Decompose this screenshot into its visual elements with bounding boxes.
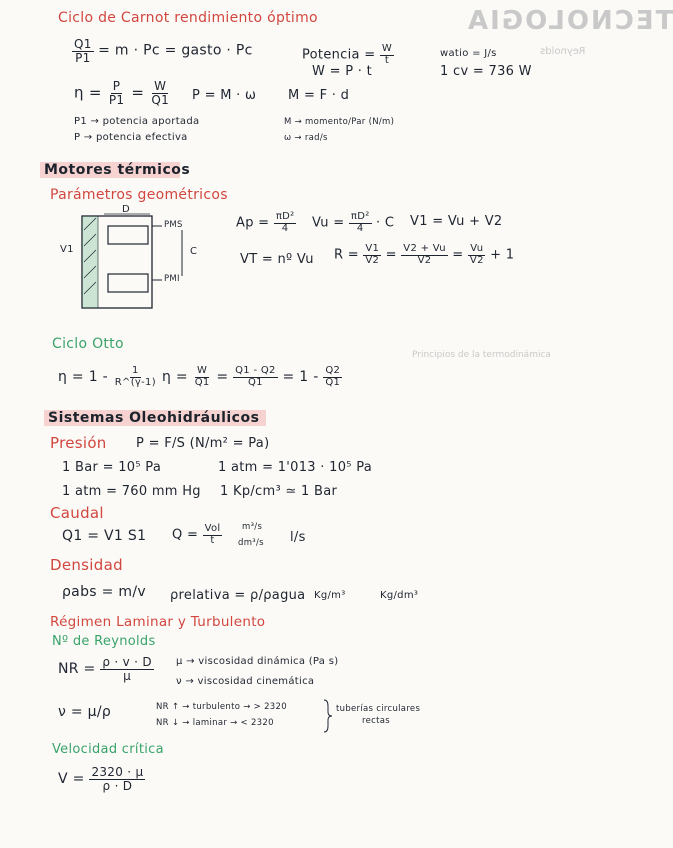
watio-def: watio = J/s — [440, 48, 497, 59]
caudal-unit-ls: l/s — [290, 530, 306, 545]
watermark-text: TECNOLOGIA — [466, 6, 673, 36]
tuberias-label: tuberías circulares — [336, 704, 421, 714]
carnot-title: Ciclo de Carnot rendimiento óptimo — [58, 10, 318, 26]
caudal-unit-m3s: m³/s — [242, 522, 263, 532]
density-unit-kgdm3: Kg/dm³ — [380, 590, 419, 601]
density-rel-eq: ρrelativa = ρ/ρagua — [170, 588, 306, 603]
p-definition: P → potencia efectiva — [74, 132, 188, 143]
density-abs-eq: ρabs = m/v — [62, 584, 146, 600]
caudal-unit-dm3s: dm³/s — [238, 538, 264, 548]
turbulent-condition: NR ↑ → turbulento → > 2320 — [156, 702, 287, 712]
atm-hg-eq: 1 atm = 760 mm Hg — [62, 484, 201, 499]
potencia-eq: Potencia = $\frac{W}{t}$ — [302, 43, 393, 66]
kp-eq: 1 Kp/cm³ ≃ 1 Bar — [220, 484, 338, 499]
mu-definition: μ → viscosidad dinámica (Pa s) — [176, 656, 339, 667]
diagram-pmi-label: PMI — [164, 274, 180, 284]
cv-def: 1 cv = 736 W — [440, 64, 532, 79]
nu-definition: ν → viscosidad cinemática — [176, 676, 315, 687]
vt-eq: VT = nº Vu — [240, 252, 314, 267]
kinematic-viscosity-eq: ν = μ/ρ — [58, 704, 112, 720]
bar-eq: 1 Bar = 10⁵ Pa — [62, 460, 162, 475]
efficiency-eq: η = $\frac{P}{P1}$ = $\frac{W}{Q1}$ — [74, 79, 170, 107]
otto-efficiency-eq1: η = 1 - $\frac{1}{R\^{}(\gamma-1)}$ — [58, 365, 156, 388]
presion-title: Presión — [50, 434, 107, 452]
atm-pa-eq: 1 atm = 1'013 · 10⁵ Pa — [218, 460, 373, 475]
heat-rate-fraction: $\frac{Q1}{P1}$ = m · Pc = gasto · Pc — [74, 37, 253, 65]
potencia-line2: W = P · t — [312, 64, 373, 79]
diagram-d-label: D — [122, 204, 131, 215]
otto-efficiency-eq2: η = $\frac{W}{Q1}$ = $\frac{Q1 - Q2}{Q1}$ = 1 - $\frac{Q2}{Q1}$ — [162, 365, 341, 388]
diagram-v1-label: V1 — [60, 244, 74, 255]
presion-eq: P = F/S (N/m² = Pa) — [136, 436, 270, 451]
watermark-subtext: Reynolds — [540, 46, 586, 57]
reynolds-eq: NR = $\frac{\rho \cdot v \cdot D}{\mu}$ — [58, 655, 152, 683]
regimen-title: Régimen Laminar y Turbulento — [50, 614, 266, 630]
caudal-eq: Q1 = V1 S1 — [62, 528, 147, 544]
critical-velocity-eq: V = $\frac{2320 \cdot \mu}{\rho \cdot D}$ — [58, 765, 144, 793]
area-piston-eq: Ap = $\frac{\text{πD²}}{4}$ — [236, 211, 295, 234]
m-definition: M → momento/Par (N/m) — [284, 117, 395, 127]
total-volume-eq: V1 = Vu + V2 — [410, 214, 503, 229]
diagram-pms-label: PMS — [164, 220, 183, 230]
densidad-title: Densidad — [50, 556, 123, 574]
power-torque-eq: P = M · ω — [192, 88, 257, 103]
diagram-c-label: C — [190, 246, 198, 257]
compression-ratio-eq: R = $\frac{V1}{V2}$ = $\frac{V2 + Vu}{V2}$ = $\frac{Vu}{V2}$ + 1 — [334, 243, 515, 266]
w-definition: ω → rad/s — [284, 133, 328, 143]
motores-title: Motores térmicos — [44, 162, 191, 178]
density-unit-kgm3: Kg/m³ — [314, 590, 346, 601]
caudal-vol-eq: Q = $\frac{\text{Vol}}{t}$ — [172, 523, 221, 546]
oleo-title: Sistemas Oleohidráulicos — [48, 410, 260, 426]
heat-rate-expr: = m · Pc = gasto · Pc — [98, 42, 253, 59]
reynolds-title: Nº de Reynolds — [52, 634, 156, 649]
p1-definition: P1 → potencia aportada — [74, 116, 200, 127]
parametros-title: Parámetros geométricos — [50, 187, 228, 203]
vcrit-title: Velocidad crítica — [52, 742, 164, 757]
laminar-condition: NR ↓ → laminar → < 2320 — [156, 718, 274, 728]
unit-volume-eq: Vu = $\frac{\text{πD²}}{4}$ · C — [312, 211, 395, 234]
caudal-title: Caudal — [50, 504, 104, 522]
otto-title: Ciclo Otto — [52, 336, 124, 352]
rectas-label: rectas — [362, 716, 390, 726]
ghost-note: Principios de la termodinámica — [412, 350, 551, 360]
torque-eq: M = F · d — [288, 88, 350, 103]
